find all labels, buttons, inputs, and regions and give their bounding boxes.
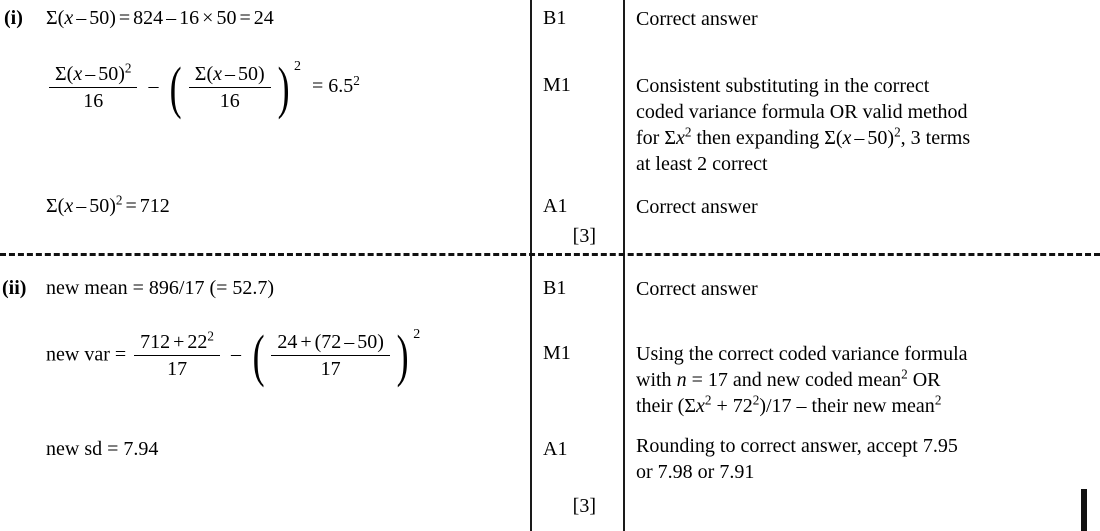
open-paren: (: [57, 7, 65, 29]
working-line-6-new-sd: new sd = 7.94: [46, 438, 159, 460]
fraction-numerator: [189, 62, 271, 88]
minus-op-major: –: [231, 343, 242, 366]
sigma-glyph: Σ: [824, 127, 836, 149]
close-paren: ): [118, 63, 125, 85]
section-divider-dotted: [0, 253, 1100, 256]
variable-x: x: [695, 395, 705, 417]
mark-code-a1-ii: A1: [543, 438, 568, 460]
inner-fraction-wrap: [186, 62, 274, 114]
big-open-paren: (: [252, 322, 265, 388]
comment-m1-i: [636, 73, 1066, 177]
value-50: 50: [867, 127, 888, 149]
value-24: 24: [277, 331, 298, 353]
comment-line: [636, 367, 1066, 393]
exponent-2: 2: [901, 366, 908, 382]
working-line-5-new-var: [46, 322, 421, 388]
part-label-ii: (ii): [2, 277, 27, 299]
comment-line: Rounding to correct answer, accept 7.95: [636, 435, 958, 457]
times-op: ×: [202, 7, 214, 29]
mark-code-m1-i: M1: [543, 74, 571, 96]
working-line-3: [46, 194, 170, 218]
fraction-numerator: [134, 330, 220, 356]
open-paren: (: [57, 195, 65, 217]
plus-op: +: [173, 331, 185, 353]
value-712: 712: [139, 195, 170, 217]
comment-text-fragment: with: [636, 369, 677, 391]
fraction-sigma-sq-over-16: [49, 62, 137, 114]
comment-line: Consistent substituting in the correct: [636, 75, 930, 97]
comment-line: [636, 125, 1066, 151]
close-paren: ): [377, 331, 384, 353]
value-22: 22: [187, 331, 208, 353]
comment-line: at least 2 correct: [636, 153, 768, 175]
equals-op: =: [125, 195, 137, 217]
open-paren: (: [835, 127, 843, 149]
exponent-2: 2: [684, 124, 692, 140]
fraction-24-plus-72-minus-50-over-17: [271, 330, 390, 382]
fraction-denominator: 17: [167, 358, 188, 381]
comment-line: Using the correct coded variance formula: [636, 343, 968, 365]
comment-text-fragment: = 17 and new coded mean: [686, 369, 902, 391]
exponent-2: 2: [934, 392, 942, 408]
comment-text-fragment: OR: [907, 369, 941, 391]
value-50: 50: [357, 331, 378, 353]
comment-correct-answer-2: Correct answer: [636, 196, 758, 218]
sigma-glyph: Σ: [684, 395, 696, 417]
variable-x: x: [73, 63, 83, 85]
open-paren: (: [206, 63, 214, 85]
comment-correct-answer-1: Correct answer: [636, 8, 758, 30]
big-close-paren: ): [396, 322, 409, 388]
comment-text-fragment: then expanding: [691, 127, 825, 149]
group-exponent-2: 2: [413, 327, 421, 342]
variable-x: x: [64, 7, 74, 29]
inner-fraction-wrap: [268, 330, 393, 382]
comment-text-fragment: )/17 – their new mean: [759, 395, 935, 417]
minus-op: –: [85, 63, 96, 85]
value-50: 50: [238, 63, 258, 85]
minus-op: –: [76, 195, 87, 217]
comment-text-fragment: + 72: [711, 395, 753, 417]
fraction-denominator: 16: [219, 90, 240, 113]
comment-a1-ii: [636, 433, 1066, 485]
open-paren: (: [66, 63, 74, 85]
variable-x: x: [675, 127, 685, 149]
marks-total-i: [3]: [572, 225, 596, 247]
variable-x: x: [842, 127, 852, 149]
value-50-b: 50: [216, 7, 237, 29]
sigma-glyph: Σ: [46, 195, 58, 217]
close-paren: ): [109, 7, 116, 29]
working-line-4-new-mean: new mean = 896/17 (= 52.7): [46, 277, 275, 299]
exponent-2: 2: [207, 328, 215, 344]
sigma-glyph: Σ: [664, 127, 676, 149]
big-close-paren: ): [277, 54, 290, 120]
value-24: 24: [253, 7, 274, 29]
comment-m1-ii: [636, 341, 1066, 419]
variable-x: x: [213, 63, 222, 85]
minus-op-2: –: [166, 7, 177, 29]
exponent-2: 2: [752, 392, 760, 408]
comment-correct-answer-3: Correct answer: [636, 278, 758, 300]
exponent-2: 2: [704, 392, 712, 408]
comment-text-fragment: their (: [636, 395, 685, 417]
close-paren: ): [887, 127, 895, 149]
column-divider-marks-comment: [623, 0, 625, 531]
minus-op: –: [344, 331, 355, 353]
plus-op: +: [300, 331, 312, 353]
result-exponent-2: 2: [353, 72, 360, 88]
close-paren: ): [109, 195, 116, 217]
exponent-2: 2: [115, 192, 123, 208]
sigma-glyph: Σ: [194, 63, 207, 85]
close-paren: ): [258, 63, 265, 85]
value-16: 16: [179, 7, 200, 29]
fraction-sigma-over-16: [189, 62, 271, 114]
parenthesised-fraction-group: [166, 54, 301, 120]
working-line-1: [46, 6, 274, 30]
sigma-glyph: Σ: [55, 63, 67, 85]
fraction-712-plus-22sq-over-17: [134, 330, 220, 382]
part-label-i: (i): [4, 7, 23, 29]
parenthesised-fraction-group-2: [249, 322, 421, 388]
minus-op: –: [225, 63, 235, 85]
page-edge-mark: [1081, 489, 1087, 531]
minus-op: –: [854, 127, 865, 149]
fraction-denominator: 17: [320, 358, 341, 381]
comment-line: or 7.98 or 7.91: [636, 461, 755, 483]
mark-code-a1-i: A1: [543, 195, 568, 217]
working-line-2-coded-variance: [46, 54, 360, 120]
new-var-lead: new var =: [46, 343, 127, 366]
sigma-glyph: Σ: [46, 7, 58, 29]
comment-text-fragment: for: [636, 127, 665, 149]
column-divider-working-marks: [530, 0, 532, 531]
mark-code-m1-ii: M1: [543, 342, 571, 364]
variable-n: n: [676, 369, 687, 391]
fraction-denominator: 16: [83, 90, 104, 113]
fraction-numerator: [271, 330, 390, 356]
comment-text-fragment: , 3 terms: [900, 127, 971, 149]
value-50: 50: [98, 63, 119, 85]
equals-op-1: =: [118, 7, 131, 29]
exponent-2: 2: [894, 124, 901, 140]
group-exponent-2: 2: [294, 59, 301, 74]
value-72: 72: [321, 331, 342, 353]
comment-line: [636, 393, 1066, 419]
variable-x: x: [64, 195, 74, 217]
value-50: 50: [89, 7, 110, 29]
value-50: 50: [89, 195, 110, 217]
equals-op-2: =: [239, 7, 251, 29]
minus-op-major: –: [148, 75, 159, 98]
value-824: 824: [133, 7, 164, 29]
mark-code-b1-i: B1: [543, 7, 567, 29]
exponent-2: 2: [124, 60, 132, 76]
marks-total-ii: [3]: [572, 495, 596, 517]
comment-line: coded variance formula OR valid method: [636, 101, 968, 123]
fraction-numerator: [49, 62, 137, 88]
mark-code-b1-ii: B1: [543, 277, 567, 299]
equals-result: = 6.5: [312, 75, 354, 98]
value-712: 712: [140, 331, 171, 353]
minus-op: –: [76, 7, 87, 29]
open-paren: (: [314, 331, 322, 353]
big-open-paren: (: [170, 54, 183, 120]
